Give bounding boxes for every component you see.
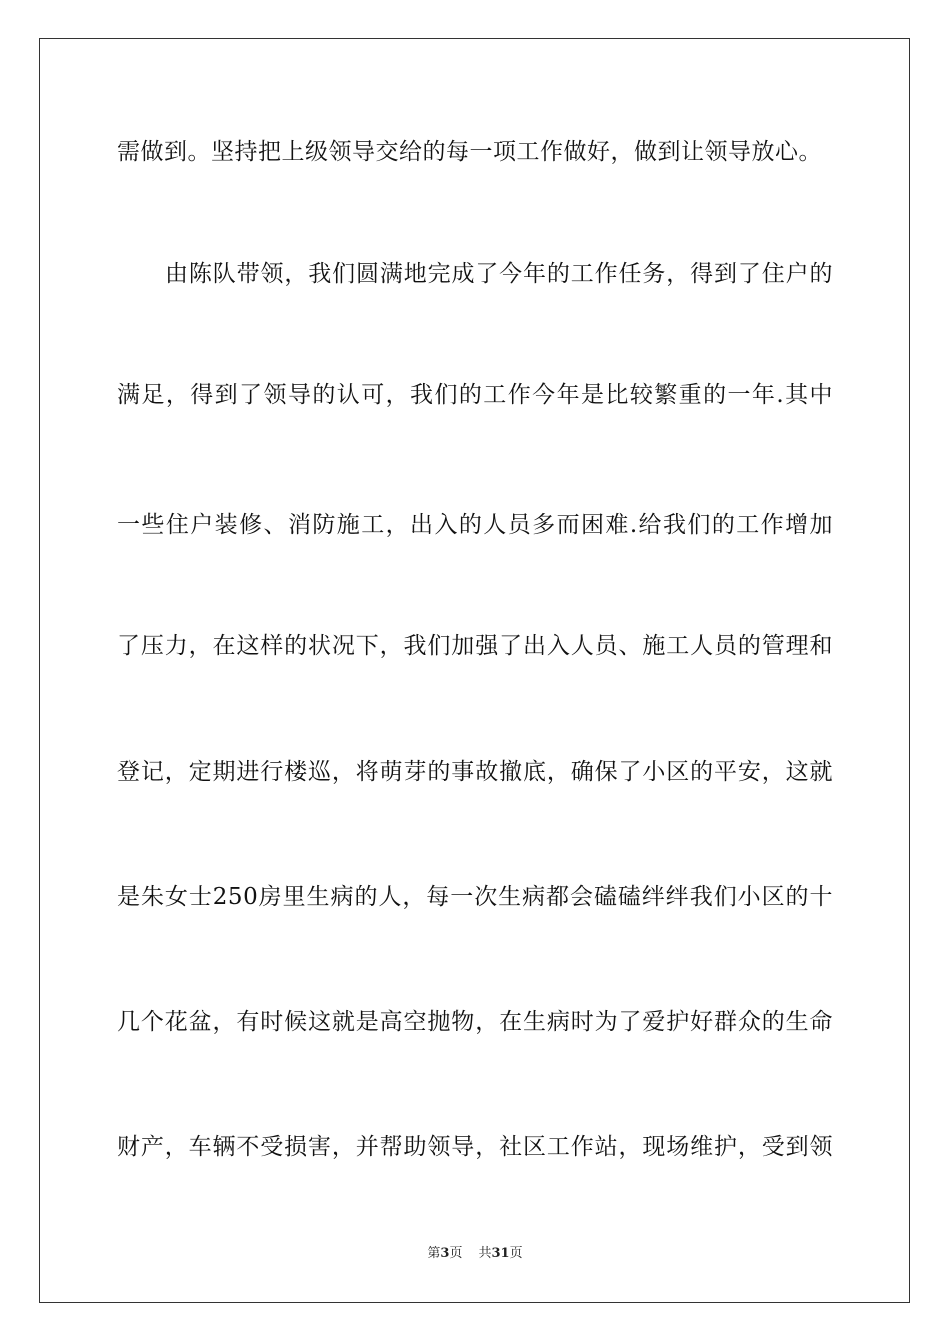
footer-total-pages: 31 [491, 1246, 510, 1261]
footer-page-suffix: 页 [449, 1246, 463, 1261]
footer-total-prefix: 共 [478, 1246, 492, 1261]
text-line-9: 财产，车辆不受损害，并帮助领导，社区工作站，现场维护，受到领 [117, 1134, 833, 1160]
page-frame [39, 38, 910, 1303]
text-line-2: 由陈队带领，我们圆满地完成了今年的工作任务，得到了住户的 [165, 261, 833, 287]
text-line-3: 满足，得到了领导的认可，我们的工作今年是比较繁重的一年.其中 [117, 382, 833, 408]
footer-page-prefix: 第 [427, 1246, 441, 1261]
footer-page-number: 3 [440, 1246, 450, 1261]
text-line-8: 几个花盆，有时候这就是高空抛物，在生病时为了爱护好群众的生命 [117, 1009, 833, 1035]
text-line-7: 是朱女士250房里生病的人，每一次生病都会磕磕绊绊我们小区的十 [117, 884, 833, 910]
page-footer [0, 1245, 950, 1263]
text-line-4: 一些住户装修、消防施工，出入的人员多而困难.给我们的工作增加 [117, 512, 833, 538]
text-line-1: 需做到。坚持把上级领导交给的每一项工作做好，做到让领导放心。 [117, 139, 822, 165]
text-line-5: 了压力，在这样的状况下，我们加强了出入人员、施工人员的管理和 [117, 633, 833, 659]
text-line-6: 登记，定期进行楼巡，将萌芽的事故撤底，确保了小区的平安，这就 [117, 759, 833, 785]
footer-total-suffix: 页 [509, 1246, 523, 1261]
